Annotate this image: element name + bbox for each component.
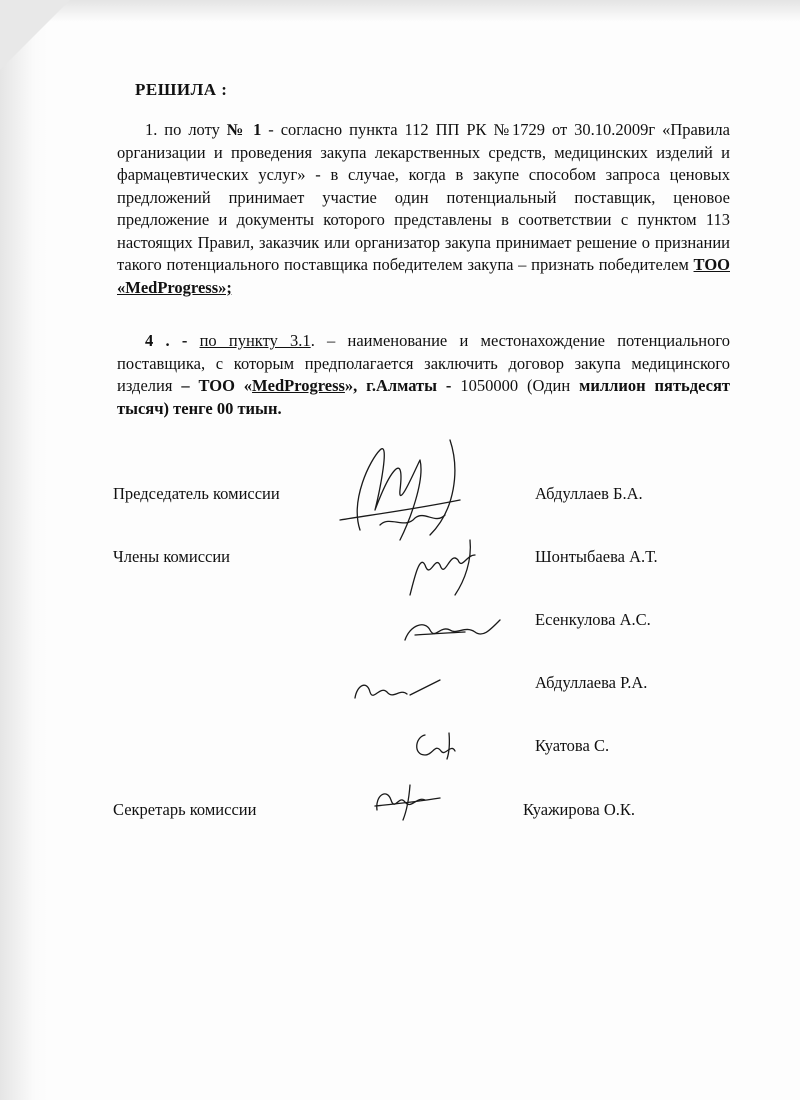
chair-name: Абдуллаев Б.А. (535, 484, 643, 503)
item-4-text-a: . – наименование и местонахождение потенциального поставщика, с которым предполагается заключить договор закупа медицинского изделия (117, 331, 730, 395)
member-1-name: Шонтыбаева А.Т. (535, 547, 658, 566)
folded-corner (0, 0, 70, 70)
member-3-name: Абдуллаева Р.А. (535, 673, 648, 692)
member-4-name: Куатова С. (535, 736, 610, 755)
item-1-text-a: 1. по лоту (145, 120, 227, 139)
amount-words-b: миллион пятьдесят тысяч) тенге 00 тиын. (117, 376, 731, 418)
item-1-text-b: - согласно пункта 112 ПП РК №1729 от 30.10.2009г «Правила организации и проведения закупа лекарственных средств, медицинских изделий и фармацевтических услуг» - в случае, когда в закупе способом запроса ценовых предложений принимает участие один потенциальный поставщик, ценовое предложение и документы которого представлены в соответствии с пунктом 113 настоящих Правил, заказчик или организатор закупа принимает решение о признании такого потенциального поставщика победителем закупа – признать победителем (117, 120, 730, 274)
decision-heading: РЕШИЛА : (135, 80, 228, 99)
supplier-prefix: – ТОО « (181, 376, 253, 395)
chair-role: Председатель комиссии (113, 484, 280, 503)
lot-number: № 1 (226, 120, 262, 139)
secretary-role: Секретарь комиссии (113, 800, 257, 819)
member-4-signature (405, 725, 475, 765)
supplier-city: », г.Алматы - (344, 376, 461, 395)
member-3-signature (345, 670, 445, 710)
item-4-number: 4 . - (145, 331, 200, 350)
secretary-name: Куажирова О.К. (523, 800, 636, 819)
member-2-signature (395, 610, 505, 650)
member-1-signature (400, 535, 500, 605)
winner-name: ТОО «MedProgress»; (117, 255, 730, 297)
scan-shadow-left (0, 0, 48, 1100)
item-4-reference: по пункту 3.1 (199, 331, 311, 350)
member-2-name: Есенкулова А.С. (535, 610, 651, 629)
decision-item-4 (117, 330, 730, 420)
contract-amount: 1050000 (460, 376, 519, 395)
supplier-company: MedProgress (252, 376, 345, 395)
decision-item-1 (117, 119, 730, 299)
amount-words-a: (Один (518, 376, 580, 395)
secretary-signature (365, 780, 445, 825)
members-role: Члены комиссии (113, 547, 231, 566)
scan-shadow-top (0, 0, 800, 22)
